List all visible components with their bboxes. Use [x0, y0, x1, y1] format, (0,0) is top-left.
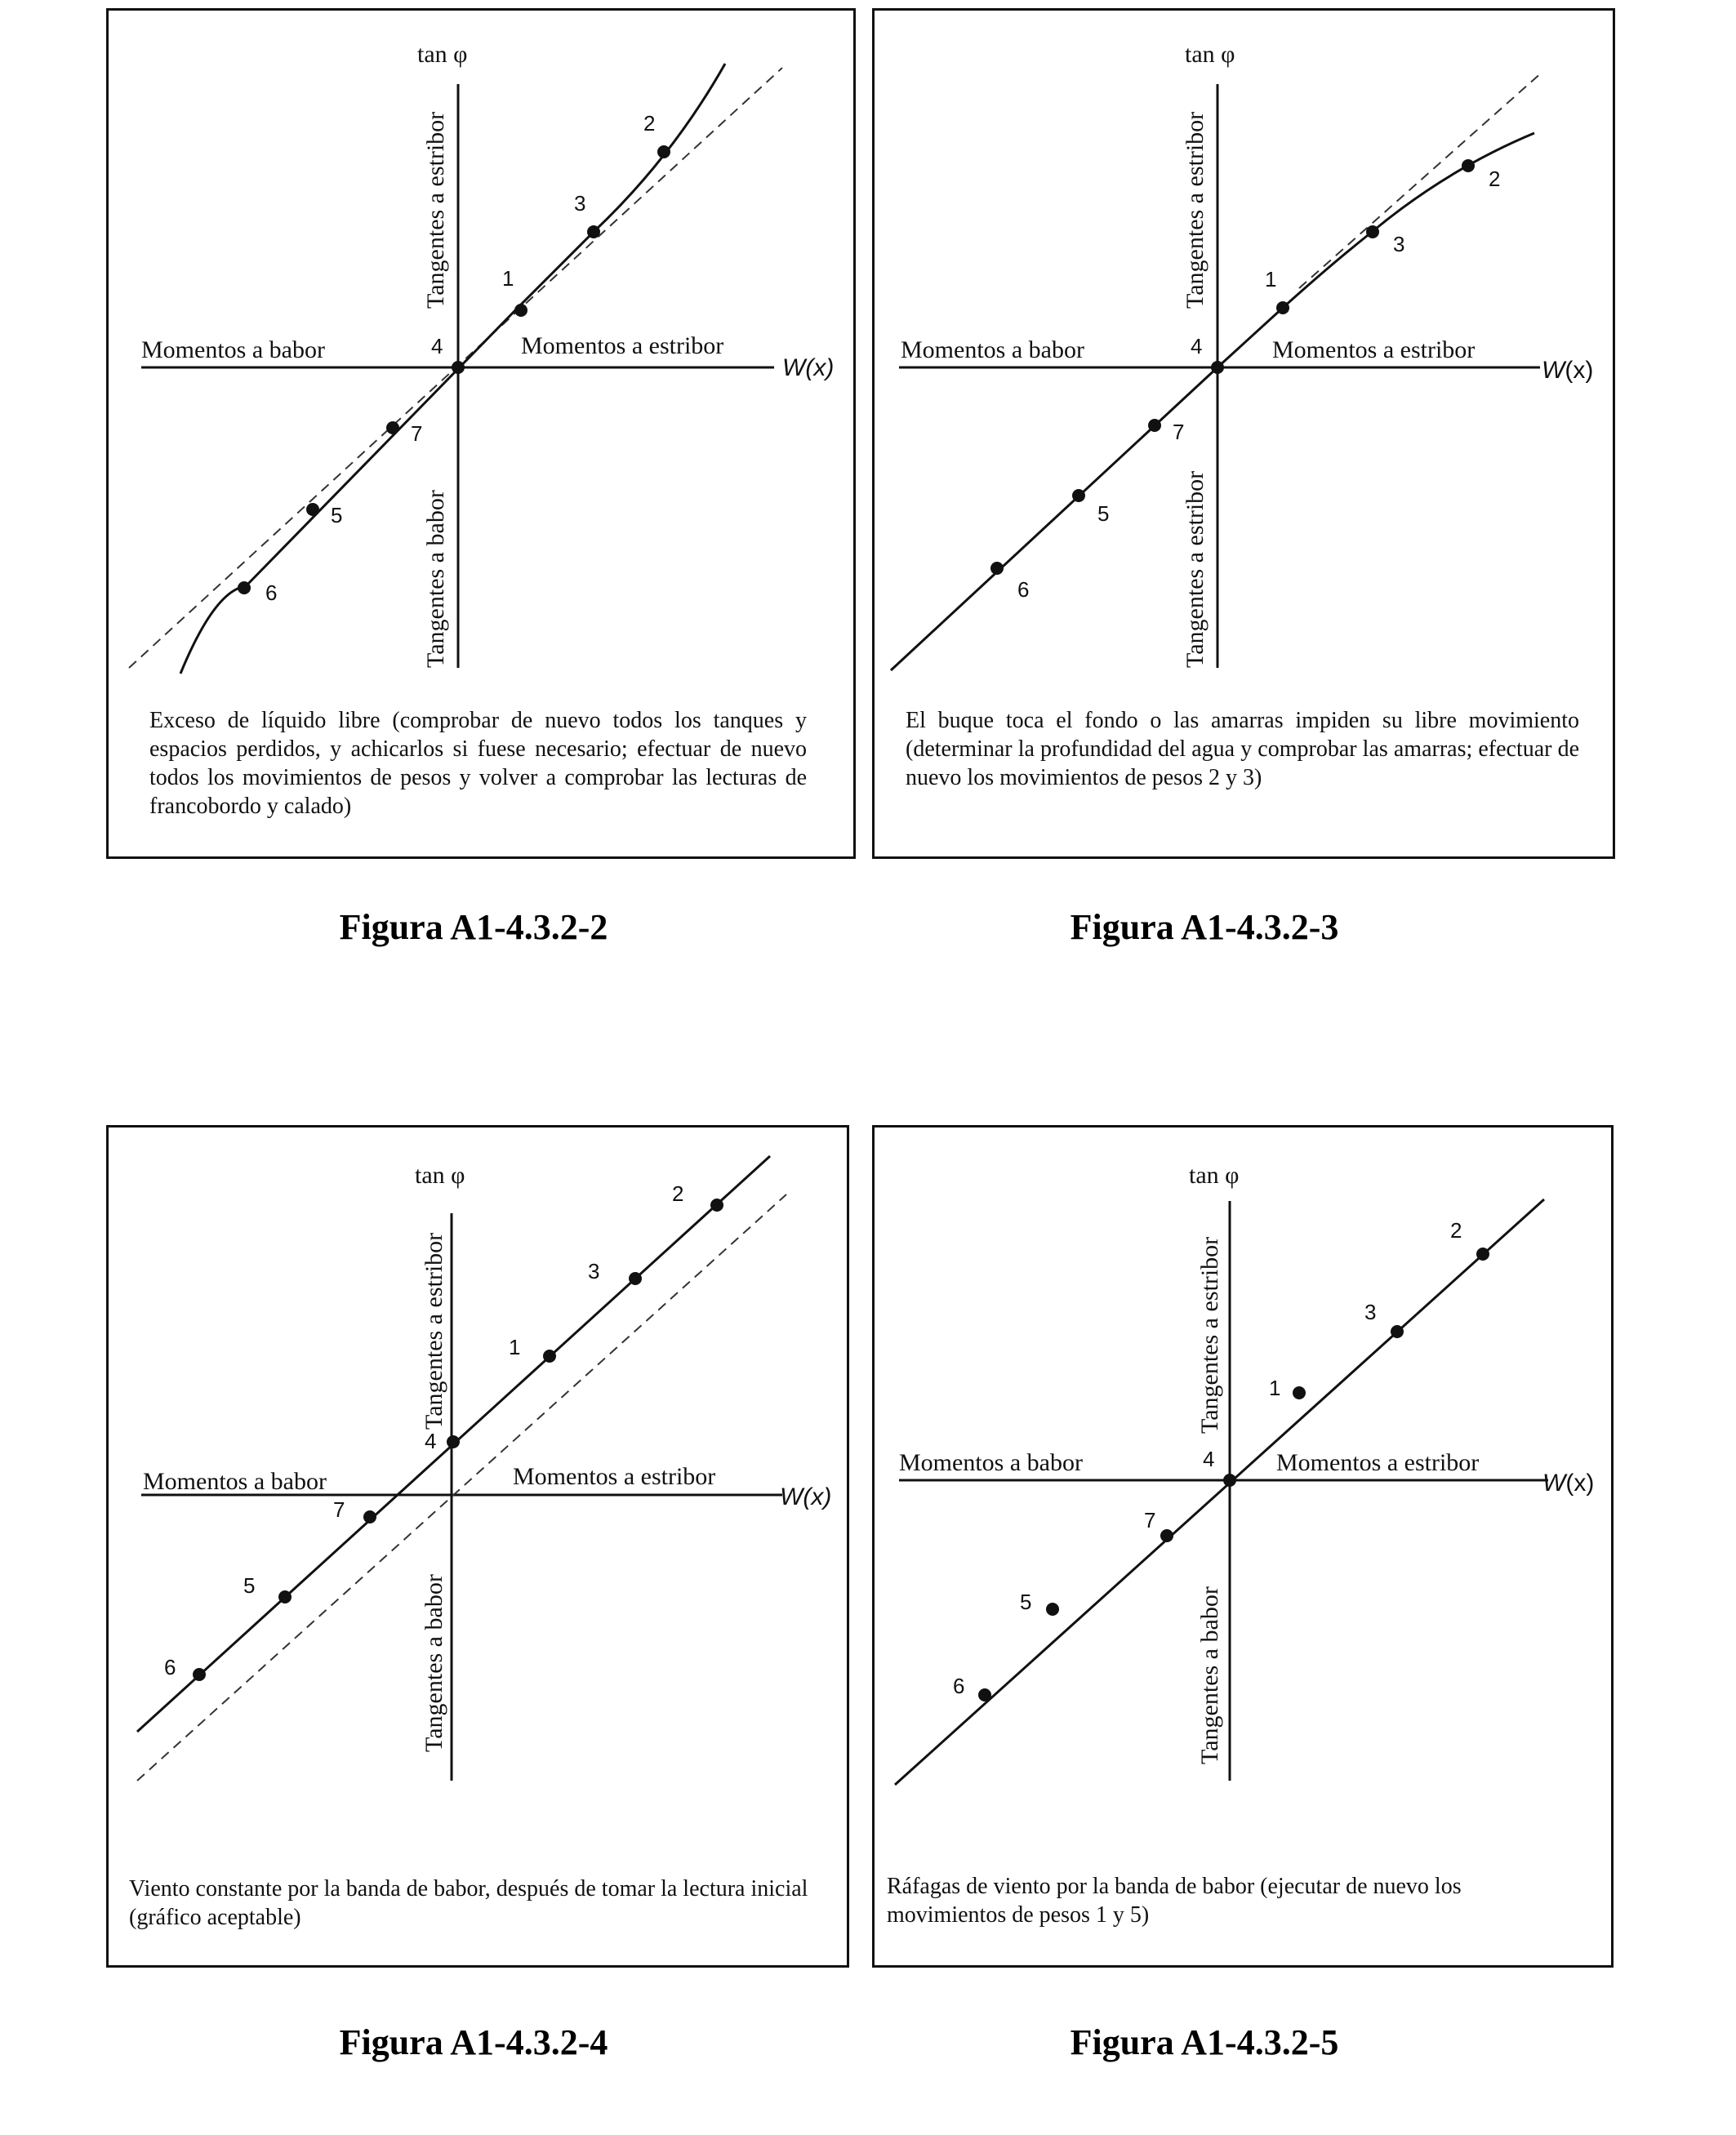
diagram-3 [109, 1128, 852, 1970]
point-label-2: 2 [643, 111, 656, 136]
figure-description-2: El buque toca el fondo o las amarras impiden su libre movimiento (determinar la profundidad del agua y comprobar las amarras; efectuar de nuevo los movimientos de pesos 2 y 3) [906, 708, 1579, 790]
point-5 [1072, 489, 1085, 502]
point-7 [386, 421, 399, 434]
moments-port-label: Momentos a babor [899, 1449, 1083, 1476]
point-label-5: 5 [243, 1573, 256, 1598]
point-6 [990, 562, 1004, 575]
figure-panel-4 [872, 1125, 1614, 1968]
figure-caption-3: Figura A1-4.3.2-4 [339, 2022, 608, 2062]
tangents-starboard-label: Tangentes a estribor [421, 1232, 447, 1430]
figure-panel-3 [106, 1125, 849, 1968]
point-2 [1462, 159, 1475, 172]
point-label-4: 4 [431, 334, 443, 358]
point-2 [710, 1199, 723, 1212]
tangents-starboard-label: Tangentes a estribor [1182, 111, 1209, 309]
point-label-2: 2 [672, 1181, 684, 1206]
figure-panel-2 [872, 8, 1615, 859]
moments-port-label: Momentos a babor [901, 336, 1084, 363]
point-label-4: 4 [1203, 1447, 1215, 1471]
point-label-3: 3 [574, 191, 586, 216]
moments-starboard-label: Momentos a estribor [1272, 336, 1476, 363]
point-3 [629, 1272, 642, 1285]
diagram-4 [875, 1128, 1616, 1970]
point-label-7: 7 [411, 421, 423, 446]
tangents-port-label: Tangentes a estribor [1182, 470, 1209, 668]
point-2 [1476, 1248, 1489, 1261]
point-label-1: 1 [1269, 1376, 1281, 1400]
point-label-7: 7 [1144, 1508, 1156, 1532]
point-1 [1293, 1386, 1306, 1399]
point-5 [278, 1590, 292, 1603]
tangents-port-label: Tangentes a babor [422, 490, 449, 668]
point-label-7: 7 [1173, 420, 1185, 444]
point-2 [657, 145, 670, 158]
point-label-6: 6 [265, 580, 278, 605]
y-axis-label: tan φ [1189, 1162, 1240, 1189]
y-axis-label: tan φ [415, 1162, 465, 1189]
point-4 [452, 361, 465, 374]
figure-description-1: Exceso de líquido libre (comprobar de nuevo todos los tanques y espacios perdidos, y achicarlos si fuese necesario; efectuar de nuevo todos los movimientos de pesos y volver a comprobar las lecturas de francobordo y calado) [149, 708, 807, 819]
point-7 [1148, 419, 1161, 432]
point-label-6: 6 [164, 1655, 176, 1679]
x-axis-label: W(x) [1542, 357, 1594, 384]
plotted-curve [891, 133, 1534, 670]
point-3 [1391, 1325, 1404, 1338]
moments-port-label: Momentos a babor [143, 1468, 327, 1495]
point-7 [1160, 1529, 1173, 1542]
tangents-port-label: Tangentes a babor [421, 1574, 447, 1752]
point-4 [1223, 1474, 1236, 1487]
point-6 [238, 581, 251, 594]
point-label-4: 4 [1191, 334, 1203, 358]
moments-starboard-label: Momentos a estribor [521, 332, 724, 359]
figure-description-3: Viento constante por la banda de babor, después de tomar la lectura inicial (gráfico aceptable) [129, 1876, 808, 1930]
y-axis-label: tan φ [1185, 41, 1235, 68]
point-3 [587, 225, 600, 238]
point-3 [1366, 225, 1379, 238]
moments-starboard-label: Momentos a estribor [1276, 1449, 1480, 1476]
tangents-starboard-label: Tangentes a estribor [422, 111, 449, 309]
figure-description-4: Ráfagas de viento por la banda de babor (ejecutar de nuevo los movimientos de pesos 1 y 5) [887, 1874, 1462, 1928]
moments-port-label: Momentos a babor [141, 336, 325, 363]
point-label-1: 1 [509, 1335, 521, 1359]
reference-line [1299, 72, 1542, 288]
point-label-2: 2 [1489, 167, 1501, 191]
point-label-4: 4 [425, 1429, 437, 1453]
x-axis-label: W(x) [782, 354, 835, 381]
moments-starboard-label: Momentos a estribor [513, 1463, 716, 1490]
point-1 [1276, 301, 1289, 314]
point-label-7: 7 [333, 1497, 345, 1522]
figure-panel-1 [106, 8, 856, 859]
point-5 [306, 503, 319, 516]
figure-caption-1: Figura A1-4.3.2-2 [339, 907, 608, 947]
point-label-6: 6 [953, 1674, 965, 1698]
point-1 [514, 304, 527, 317]
x-axis-label: W(x) [780, 1483, 832, 1510]
point-label-3: 3 [1393, 232, 1405, 256]
y-axis-label: tan φ [417, 41, 468, 68]
figure-caption-4: Figura A1-4.3.2-5 [1070, 2022, 1339, 2062]
point-label-1: 1 [1265, 267, 1277, 291]
x-axis-label: W(x) [1542, 1470, 1595, 1497]
tangents-starboard-label: Tangentes a estribor [1196, 1236, 1223, 1434]
point-label-5: 5 [1097, 501, 1110, 526]
point-label-1: 1 [502, 266, 514, 291]
point-label-2: 2 [1450, 1218, 1462, 1243]
point-6 [193, 1668, 206, 1681]
point-4 [447, 1435, 460, 1448]
point-7 [363, 1510, 376, 1523]
point-4 [1211, 361, 1224, 374]
point-label-6: 6 [1017, 577, 1030, 602]
point-5 [1046, 1603, 1059, 1616]
point-label-3: 3 [1364, 1300, 1377, 1324]
figure-caption-2: Figura A1-4.3.2-3 [1070, 907, 1339, 947]
tangents-port-label: Tangentes a babor [1196, 1586, 1223, 1764]
point-label-5: 5 [1020, 1590, 1032, 1614]
point-1 [543, 1350, 556, 1363]
point-label-5: 5 [331, 503, 343, 527]
point-label-3: 3 [588, 1259, 600, 1283]
point-6 [978, 1688, 991, 1701]
